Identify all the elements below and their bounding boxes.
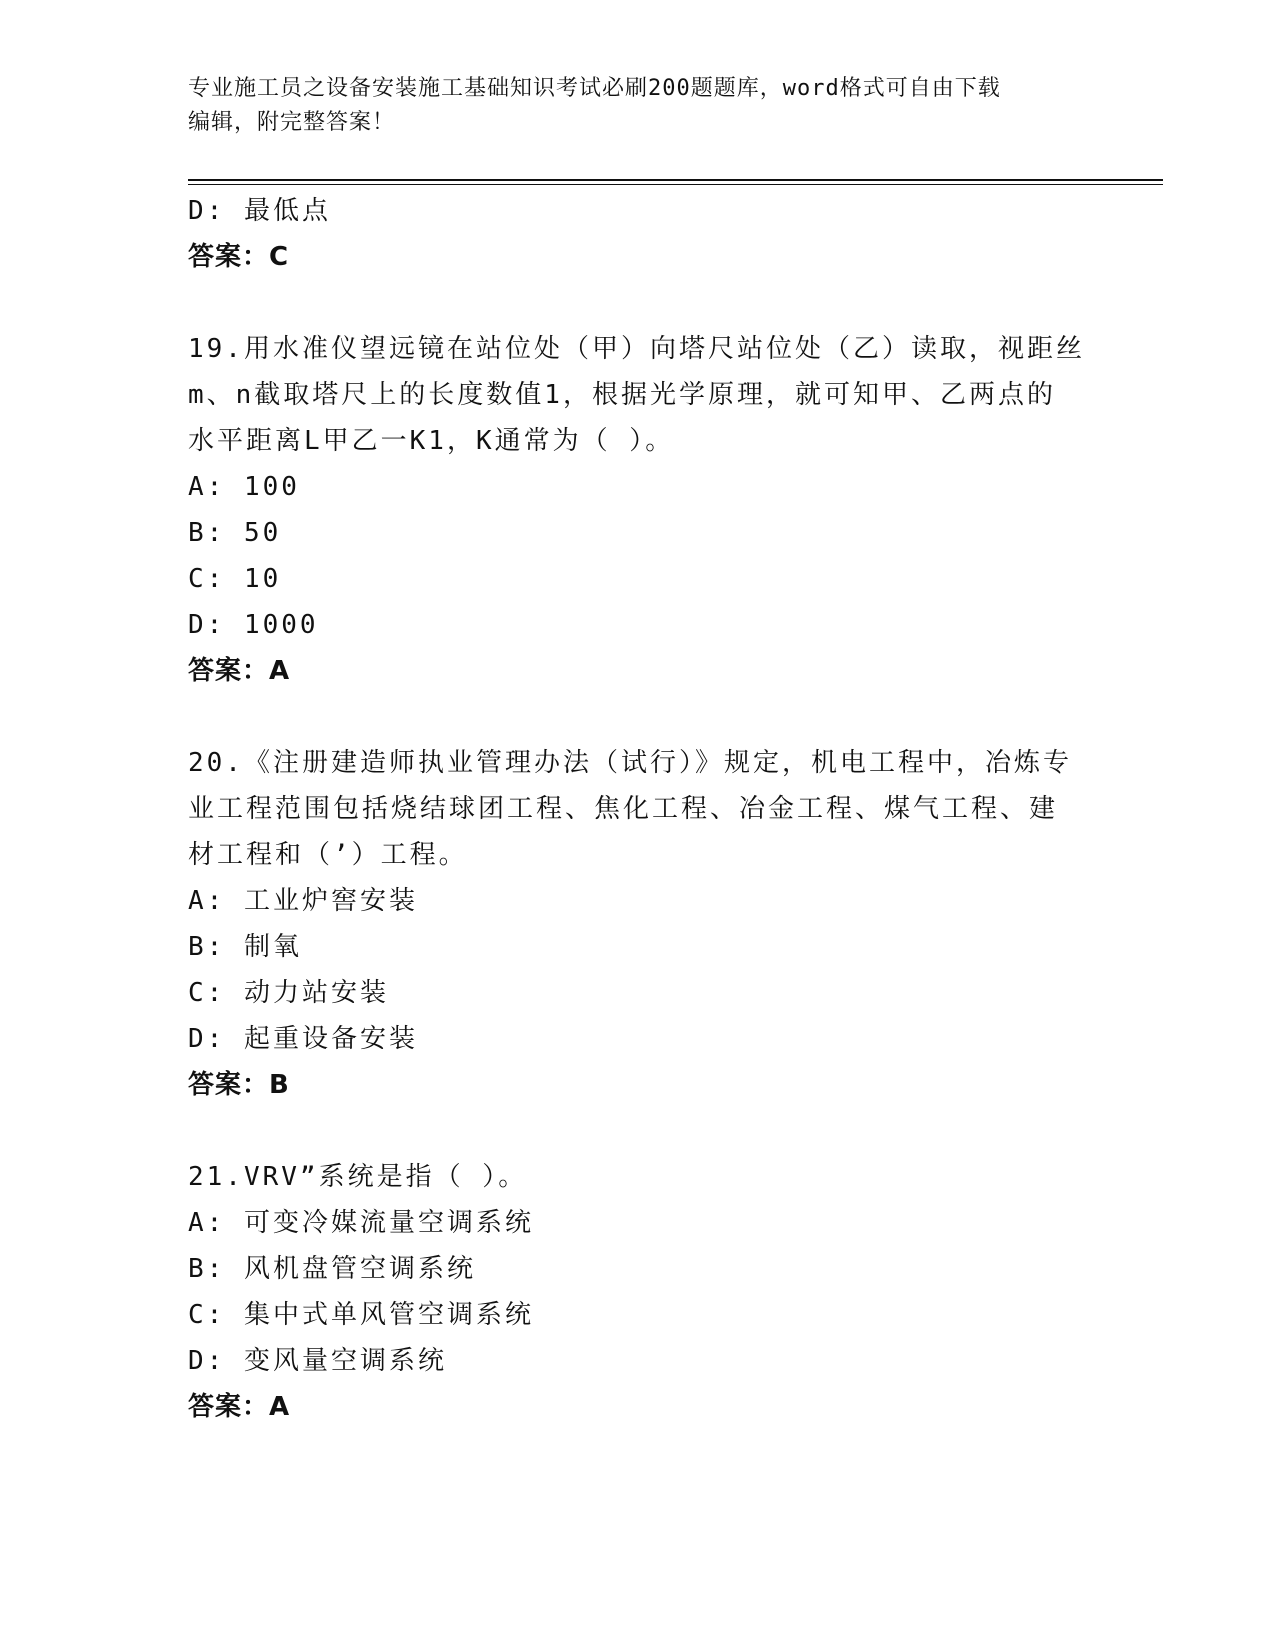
question-stem-line: 19.用水准仪望远镜在站位处（甲）向塔尺站位处（乙）读取，视距丝 — [188, 334, 1085, 364]
option-a: A: 可变冷媒流量空调系统 — [188, 1208, 534, 1238]
question-21 — [188, 1154, 1088, 1430]
spacer — [188, 694, 1088, 740]
option-b: B: 制氧 — [188, 932, 302, 962]
answer: 答案：A — [188, 656, 291, 686]
header-title-line-2: 编辑，附完整答案！ — [188, 110, 396, 135]
spacer — [188, 1108, 1088, 1154]
question-stem-line: 业工程范围包括烧结球团工程、焦化工程、冶金工程、煤气工程、建 — [188, 794, 1059, 824]
option-c: C: 动力站安装 — [188, 978, 389, 1008]
header-divider-thick — [188, 179, 1163, 181]
option-d: D: 变风量空调系统 — [188, 1346, 447, 1376]
option-d: D: 1000 — [188, 610, 319, 640]
question-stem-line: m、n截取塔尺上的长度数值1，根据光学原理，就可知甲、乙两点的 — [188, 380, 1056, 410]
question-20 — [188, 740, 1088, 1108]
question-stem-line: 材工程和（’）工程。 — [188, 840, 468, 870]
option-b: B: 风机盘管空调系统 — [188, 1254, 476, 1284]
header-title-line-1: 专业施工员之设备安装施工基础知识考试必刷200题题库，word格式可自由下载 — [188, 76, 1001, 101]
prev-option-d: D: 最低点 — [188, 196, 331, 226]
header-divider-thin — [188, 184, 1163, 185]
prev-answer: 答案：C — [188, 242, 290, 272]
question-stem-line: 20.《注册建造师执业管理办法（试行）》规定，机电工程中，冶炼专 — [188, 748, 1072, 778]
page-header — [188, 72, 1078, 140]
question-stem-line: 21.VRV”系统是指（ ）。 — [188, 1162, 528, 1192]
answer: 答案：A — [188, 1392, 291, 1422]
spacer — [188, 280, 1088, 326]
answer: 答案：B — [188, 1070, 290, 1100]
question-content — [188, 188, 1088, 1430]
option-b: B: 50 — [188, 518, 282, 548]
option-d: D: 起重设备安装 — [188, 1024, 418, 1054]
question-19 — [188, 326, 1088, 694]
option-c: C: 集中式单风管空调系统 — [188, 1300, 534, 1330]
question-stem-line: 水平距离L甲乙一K1，K通常为（ ）。 — [188, 426, 675, 456]
option-c: C: 10 — [188, 564, 282, 594]
option-a: A: 工业炉窖安装 — [188, 886, 418, 916]
option-a: A: 100 — [188, 472, 300, 502]
